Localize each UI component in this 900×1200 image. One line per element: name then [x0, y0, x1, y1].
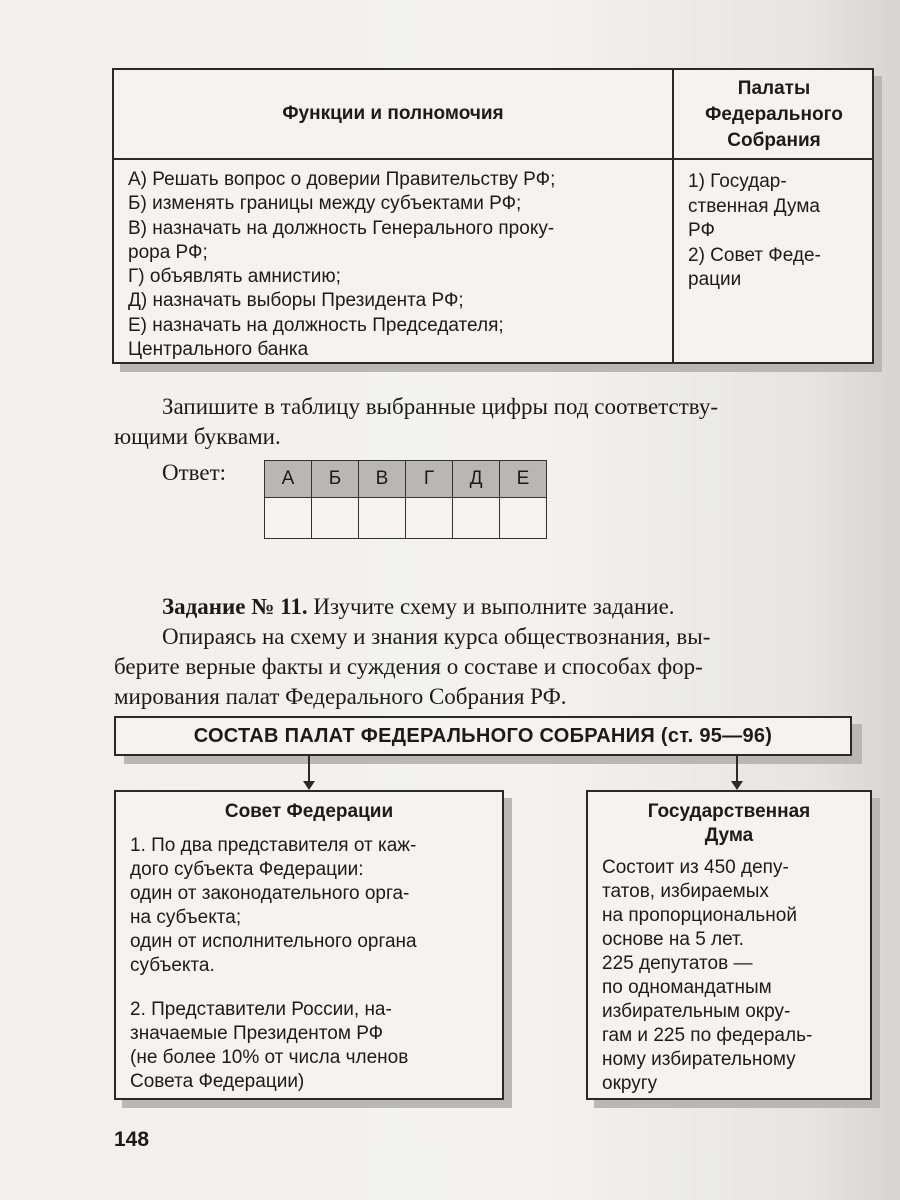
task-11-body-line: мирования палат Федерального Собрания РФ.: [114, 684, 567, 709]
function-item: В) назначать на должность Генерального проку-: [128, 217, 555, 239]
task-11-heading-line: [114, 592, 874, 622]
duma-line: татов, избираемых: [602, 881, 769, 902]
chambers-header-line: Федерального: [705, 104, 843, 125]
council-line: один от исполнительного органа: [130, 931, 417, 952]
council-line: значаемые Президентом РФ: [130, 1023, 384, 1044]
task-11-paragraph: [114, 592, 874, 712]
answer-letter-cell: Д: [453, 461, 500, 498]
duma-title-line: Дума: [704, 825, 754, 846]
arrow-to-council: [308, 756, 310, 782]
function-item: рора РФ;: [128, 241, 208, 263]
task-11-heading: Задание № 11.: [162, 594, 308, 619]
council-point-2: [116, 978, 502, 1094]
task-11-body-line: Опираясь на схему и знания курса обществознания, вы-: [162, 624, 711, 649]
instruction-line: Запишите в таблицу выбранные цифры под соответству-: [162, 394, 718, 419]
council-point-1: [116, 824, 502, 978]
task-11-body-line: берите верные факты и суждения о составе и способах фор-: [114, 654, 703, 679]
duma-line: гам и 225 по федераль-: [602, 1025, 813, 1046]
council-line: дого субъекта Федерации:: [130, 859, 364, 880]
duma-line: по одномандатным: [602, 977, 772, 998]
instruction-line: ющими буквами.: [114, 424, 281, 449]
answer-letter-cell: В: [359, 461, 406, 498]
answer-input-cell[interactable]: [500, 498, 547, 539]
functions-table: [112, 68, 874, 364]
answer-input-cell[interactable]: [312, 498, 359, 539]
chamber-item: рации: [688, 269, 742, 290]
functions-header: Функции и полномочия: [282, 103, 504, 124]
duma-line: ному избирательному: [602, 1049, 796, 1070]
duma-title-line: Государственная: [647, 801, 811, 822]
scheme-banner: СОСТАВ ПАЛАТ ФЕДЕРАЛЬНОГО СОБРАНИЯ (ст. 95—96): [114, 716, 852, 756]
council-line: на субъекта;: [130, 907, 242, 928]
answer-label: Ответ:: [162, 460, 227, 485]
answer-input-cell[interactable]: [406, 498, 453, 539]
duma-line: округу: [602, 1073, 658, 1094]
functions-list: [128, 168, 668, 362]
chambers-header-line: Собрания: [727, 130, 821, 151]
function-item: Е) назначать на должность Председателя;: [128, 314, 504, 336]
council-line: (не более 10% от числа членов: [130, 1047, 409, 1068]
council-line: 2. Представители России, на-: [130, 999, 392, 1020]
function-item: Б) изменять границы между субъектами РФ;: [128, 193, 522, 215]
council-line: субъекта.: [130, 955, 215, 976]
answer-input-cell[interactable]: [453, 498, 500, 539]
state-duma-box: [586, 790, 872, 1100]
federation-council-box: [114, 790, 504, 1100]
answer-table: [264, 460, 547, 539]
duma-description: [588, 848, 870, 1096]
answer-letters-row: [265, 461, 547, 498]
council-line: Совета Федерации): [130, 1071, 305, 1092]
task-11-heading-rest: Изучите схему и выполните задание.: [307, 594, 675, 619]
federation-council-title: Совет Федерации: [224, 801, 394, 822]
chambers-list: [688, 170, 868, 293]
duma-line: Состоит из 450 депу-: [602, 857, 789, 878]
chambers-header: [674, 76, 874, 156]
chamber-item: РФ: [688, 220, 715, 241]
council-line: 1. По два представителя от каж-: [130, 835, 417, 856]
duma-line: избирательным окру-: [602, 1001, 791, 1022]
instruction-paragraph: [114, 392, 874, 452]
page-number: 148: [114, 1128, 150, 1151]
duma-line: 225 депутатов —: [602, 953, 753, 974]
function-item: Д) назначать выборы Президента РФ;: [128, 290, 464, 312]
answer-input-cell[interactable]: [265, 498, 312, 539]
answer-input-cell[interactable]: [359, 498, 406, 539]
table-divider-horizontal: [114, 158, 872, 160]
chambers-header-line: Палаты: [737, 78, 811, 99]
council-line: один от законодательного орга-: [130, 883, 410, 904]
answer-letter-cell: Е: [500, 461, 547, 498]
answer-digits-row: [265, 498, 547, 539]
answer-letter-cell: Г: [406, 461, 453, 498]
chamber-item: 2) Совет Феде-: [688, 244, 821, 266]
duma-line: основе на 5 лет.: [602, 929, 744, 950]
arrow-to-duma: [736, 756, 738, 782]
chamber-item: 1) Государ-: [688, 171, 787, 192]
state-duma-title: [588, 800, 870, 848]
function-item: Г) объявлять амнистию;: [128, 266, 341, 288]
duma-line: на пропорциональной: [602, 905, 797, 926]
chamber-item: ственная Дума: [688, 195, 820, 217]
function-item: А) Решать вопрос о доверии Правительству РФ;: [128, 169, 556, 190]
answer-letter-cell: А: [265, 461, 312, 498]
function-item: Центрального банка: [128, 339, 309, 361]
answer-letter-cell: Б: [312, 461, 359, 498]
